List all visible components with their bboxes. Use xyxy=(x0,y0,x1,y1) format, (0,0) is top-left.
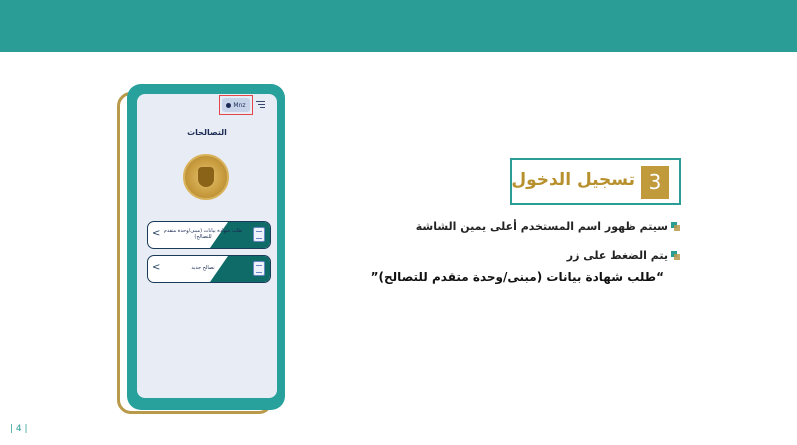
username-highlight-box xyxy=(219,95,253,115)
card-label: تصالح جديد xyxy=(191,265,215,271)
phone-screen xyxy=(137,94,277,398)
button-name-quote: “طلب شهادة بيانات (مبنى/وحدة متقدم للتصالح)” xyxy=(370,270,664,284)
screen-title: التصالحات xyxy=(187,128,227,137)
document-icon xyxy=(253,227,265,242)
page-number: | 4 | xyxy=(10,424,28,434)
menu-icon[interactable] xyxy=(256,101,265,109)
username-label: Mnz xyxy=(233,101,246,109)
bullet-icon xyxy=(671,251,680,260)
section-title-box xyxy=(510,158,681,205)
new-reconciliation-button[interactable] xyxy=(147,255,271,283)
chevron-left-icon: < xyxy=(152,262,161,273)
document-icon xyxy=(253,261,265,276)
request-certificate-button[interactable] xyxy=(147,221,271,249)
bullet-text-2: يتم الضغط على زر xyxy=(566,249,668,262)
card-label: طلب شهادة بيانات (مبنى/وحدة متقدم للتصالح) xyxy=(163,228,243,240)
egypt-seal-logo xyxy=(183,154,229,200)
bullet-icon xyxy=(671,222,680,231)
step-number: 3 xyxy=(641,166,669,199)
chevron-left-icon: < xyxy=(152,228,161,239)
bullet-text-1: سيتم ظهور اسم المستخدم أعلى يمين الشاشة xyxy=(415,220,668,233)
section-title: تسجيل الدخول xyxy=(511,170,635,190)
header-band xyxy=(0,0,797,52)
